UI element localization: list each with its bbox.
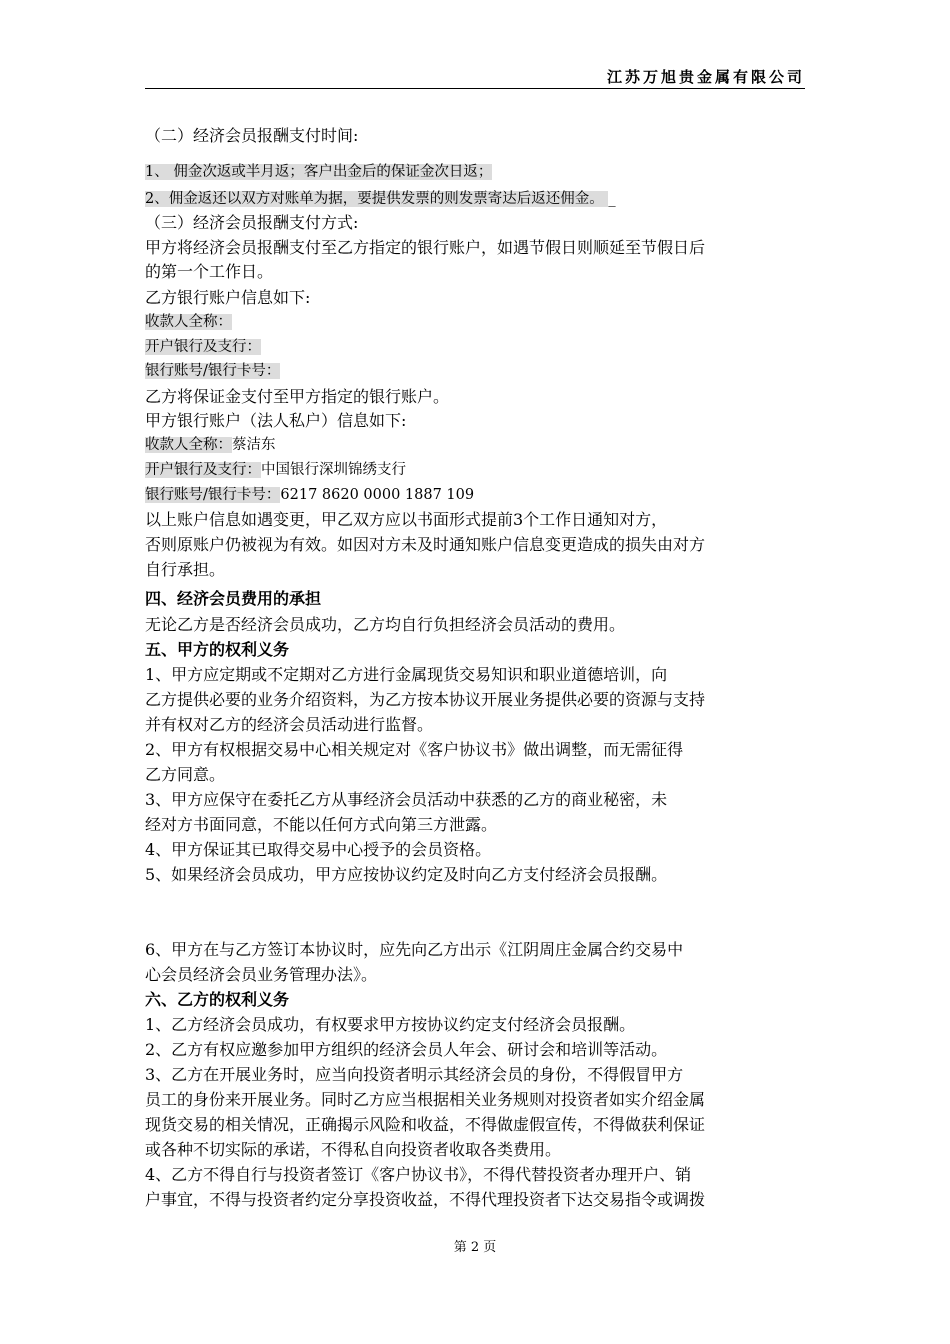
- section-3-heading: （三）经济会员报酬支付方式:: [145, 213, 359, 232]
- paragraph-line: 否则原账户仍被视为有效。如因对方未及时通知账户信息变更造成的损失由对方: [145, 535, 706, 554]
- bank-branch-label: [145, 337, 810, 357]
- paragraph-line: 员工的身份来开展业务。同时乙方应当根据相关业务规则对投资者如实介绍金属: [145, 1090, 706, 1109]
- paragraph-line: 乙方同意。: [145, 765, 226, 784]
- header-company-name: 江苏万旭贵金属有限公司: [606, 68, 805, 86]
- paragraph-line: 6、甲方在与乙方签订本协议时，应先向乙方出示《江阴周庄金属合约交易中: [145, 940, 684, 959]
- section-4-heading: 四、经济会员费用的承担: [145, 589, 322, 608]
- paragraph-line: 3、甲方应保守在委托乙方从事经济会员活动中获悉的乙方的商业秘密，未: [145, 790, 668, 809]
- paragraph-line: 或各种不切实际的承诺，不得私自向投资者收取各类费用。: [145, 1140, 562, 1159]
- highlighted-text: 1、 佣金次返或半月返；客户出金后的保证金次日返；: [145, 164, 493, 180]
- highlighted-text: 开户银行及支行：: [145, 339, 261, 355]
- highlighted-text: 收款人全称：: [145, 437, 232, 453]
- highlighted-text: 银行账号/银行卡号：: [145, 487, 281, 503]
- bank-account-value: 6217 8620 0000 1887 109: [280, 487, 475, 503]
- paragraph-line: 经对方书面同意，不能以任何方式向第三方泄露。: [145, 815, 498, 834]
- paragraph-line: 现货交易的相关情况，正确揭示风险和收益，不得做虚假宣传，不得做获利保证: [145, 1115, 706, 1134]
- paragraph-line: 心会员经济会员业务管理办法》。: [145, 965, 378, 984]
- section-2-heading: （二）经济会员报酬支付时间:: [145, 126, 359, 145]
- payee-name-label: [145, 312, 810, 332]
- highlighted-text: 开户银行及支行：: [145, 462, 261, 478]
- paragraph-line: 甲方将经济会员报酬支付至乙方指定的银行账户，如遇节假日则顺延至节假日后: [145, 238, 706, 257]
- bank-account-label: [145, 361, 810, 381]
- bank-branch-row: [145, 460, 810, 480]
- paragraph-line: 以上账户信息如遇变更，甲乙双方应以书面形式提前3个工作日通知对方，: [145, 510, 668, 529]
- highlighted-text: 2、佣金返还以双方对账单为据，要提供发票的则发票寄达后返还佣金。: [145, 191, 609, 207]
- payee-name-value: 蔡洁东: [232, 437, 276, 453]
- paragraph-line: 的第一个工作日。: [145, 262, 274, 281]
- paragraph-line: 3、乙方在开展业务时，应当向投资者明示其经济会员的身份，不得假冒甲方: [145, 1065, 684, 1084]
- paragraph-line: 自行承担。: [145, 560, 226, 579]
- paragraph-line: [145, 189, 810, 209]
- paragraph-line: 2、乙方有权应邀参加甲方组织的经济会员人年会、研讨会和培训等活动。: [145, 1040, 668, 1059]
- header-rule: [145, 88, 805, 89]
- paragraph-line: 乙方提供必要的业务介绍资料，为乙方按本协议开展业务提供必要的资源与支持: [145, 690, 706, 709]
- paragraph-line: 2、甲方有权根据交易中心相关规定对《客户协议书》做出调整，而无需征得: [145, 740, 684, 759]
- paragraph-line: 1、乙方经济会员成功，有权要求甲方按协议约定支付经济会员报酬。: [145, 1015, 636, 1034]
- underscore-mark: _: [608, 191, 616, 207]
- paragraph-line: 乙方银行账户信息如下:: [145, 288, 311, 307]
- bank-branch-value: 中国银行深圳锦绣支行: [261, 462, 406, 478]
- bank-account-row: [145, 485, 810, 505]
- paragraph-line: 5、如果经济会员成功，甲方应按协议约定及时向乙方支付经济会员报酬。: [145, 865, 668, 884]
- paragraph-line: 并有权对乙方的经济会员活动进行监督。: [145, 715, 434, 734]
- paragraph-line: 无论乙方是否经济会员成功，乙方均自行负担经济会员活动的费用。: [145, 615, 626, 634]
- payee-name-row: [145, 435, 810, 455]
- section-5-heading: 五、甲方的权利义务: [145, 640, 290, 659]
- paragraph-line: 4、乙方不得自行与投资者签订《客户协议书》，不得代替投资者办理开户、销: [145, 1165, 692, 1184]
- highlighted-text: 银行账号/银行卡号：: [145, 363, 281, 379]
- highlighted-text: 收款人全称：: [145, 314, 232, 330]
- paragraph-line: 乙方将保证金支付至甲方指定的银行账户。: [145, 387, 450, 406]
- paragraph-line: 甲方银行账户（法人私户）信息如下:: [145, 411, 407, 430]
- page-number: 第 2 页: [453, 1240, 497, 1255]
- paragraph-line: 户事宜，不得与投资者约定分享投资收益，不得代理投资者下达交易指令或调拨: [145, 1190, 706, 1209]
- paragraph-line: [145, 162, 810, 182]
- paragraph-line: 1、甲方应定期或不定期对乙方进行金属现货交易知识和职业道德培训，向: [145, 665, 668, 684]
- paragraph-line: 4、甲方保证其已取得交易中心授予的会员资格。: [145, 840, 492, 859]
- section-6-heading: 六、乙方的权利义务: [145, 990, 290, 1009]
